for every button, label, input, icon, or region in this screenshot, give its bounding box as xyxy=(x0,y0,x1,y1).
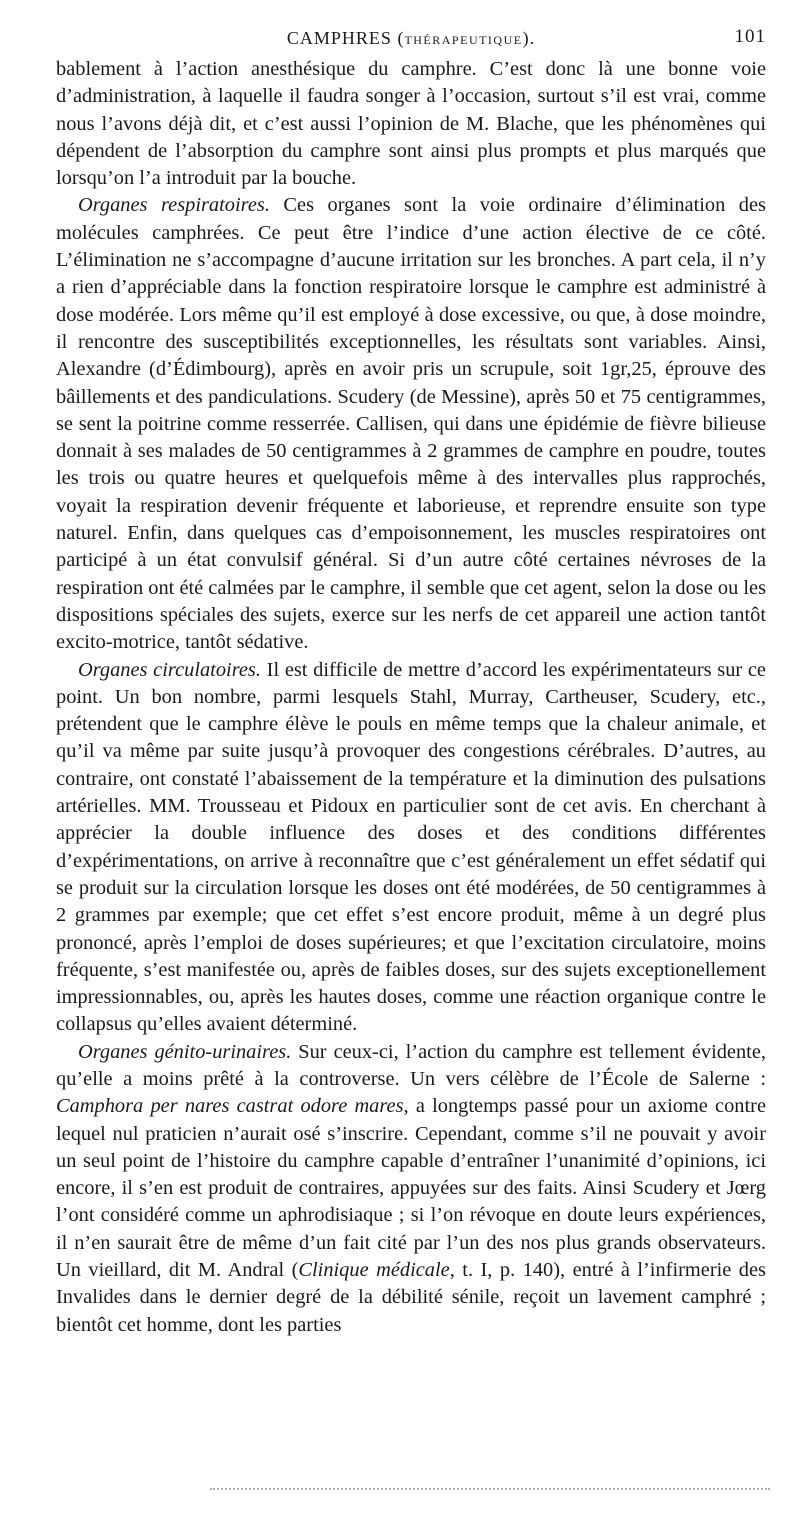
paragraph-text: , t. I, p. 140), entré à l’infirmerie des Invalides dans le dernier degré de la débilité sénile, reçoit un lavement camphré ; bientôt cet homme, dont les parties xyxy=(56,1259,766,1336)
section-lead-respiratory: Organes respiratoires. xyxy=(78,194,270,217)
running-title: CAMPHRES (THÉRAPEUTIQUE). xyxy=(286,28,536,48)
citation-title: Clinique médicale xyxy=(298,1259,450,1282)
body-text xyxy=(56,56,766,1339)
paragraph-text: Sur ceux-ci, l’action du camphre est tellement évidente, qu’elle a moins prêté à la controverse. Un vers célèbre de l’École de Salerne : xyxy=(56,1040,766,1090)
page-number: 101 xyxy=(734,26,766,47)
paragraph-respiratory-organs xyxy=(56,192,766,656)
paragraph-text: Il est difficile de mettre d’accord les expérimentateurs sur ce point. Un bon nombre, parmi lesquels Stahl, Murray, Cartheuser, Scudery, etc., prétendent que le camphre élève le pouls en même temps que la chaleur animale, et qu’il va même par suite jusqu’à provoquer des congestions cérébrales. D’autres, au contraire, ont constaté l’abaissement de la température et la diminution des pulsations artérielles. MM. Trousseau et Pidoux en particulier sont de cet avis. En cherchant à apprécier la double influence des doses et des conditions différentes d’expérimentations, on arrive à reconnaître que c’est généralement un effet sédatif qui se produit sur la circulation lorsque les doses ont été modérées, de 50 centigrammes à 2 grammes par exemple; que cet effet s’est encore produit, même à un degré plus prononcé, après l’emploi de doses supérieures; et que l’excitation circulatoire, moins fréquente, s’est manifestée ou, après de faibles doses, sur des sujets exceptionellement impressionnables, ou, après les hautes doses, comme une réaction organique contre le collapsus qu’elles avaient déterminé. xyxy=(56,658,766,1036)
running-title-sub: THÉRAPEUTIQUE xyxy=(404,33,523,47)
running-title-main: CAMPHRES xyxy=(286,28,392,48)
paragraph-text: Ces organes sont la voie ordinaire d’élimination des molécules camphrées. Ce peut être l’indice d’une action élective de ce côté. L’élimination ne s’accompagne d’aucune irritation sur les bronches. A part cela, il n’y a rien d’appréciable dans la fonction respiratoire lorsque le camphre est administré à dose modérée. Lors même qu’il est employé à dose excessive, ou que, à dose moindre, il rencontre des susceptibilités exceptionnelles, les résultats sont variables. Ainsi, Alexandre (d’Édimbourg), après en avoir pris un scrupule, soit 1gr,25, éprouve des bâillements et des pandiculations. Scudery (de Messine), après 50 et 75 centigrammes, se sent la poitrine comme resserrée. Callisen, qui dans une épidémie de fièvre bilieuse donnait à ses malades de 50 centigrammes à 2 grammes de camphre en poudre, toutes les trois ou quatre heures et quelquefois même à des intervalles plus rapprochés, voyait la respiration devenir fréquente et laborieuse, et reprendre ensuite son type naturel. Enfin, dans quelques cas d’empoisonnement, les muscles respiratoires ont participé à un état convulsif général. Si d’un autre côté certaines névroses de la respiration ont été calmées par le camphre, il semble que cet agent, selon la dose ou les dispositions spéciales des sujets, exerce sur les nerfs de cet appareil une action tantôt excito-motrice, tantôt sédative. xyxy=(56,194,767,654)
running-header xyxy=(56,22,766,56)
bottom-faded-line xyxy=(210,1488,770,1490)
section-lead-genito-urinary: Organes génito-urinaires. xyxy=(78,1040,292,1063)
paragraph-genito-urinary-organs xyxy=(56,1039,766,1339)
paragraph-continuation xyxy=(56,56,766,192)
paragraph-text: bablement à l’action anesthésique du camphre. C’est donc là une bonne voie d’administration, à laquelle il faudra songer à l’occasion, surtout s’il est vrai, comme nous l’avons déjà dit, et c’est aussi l’opinion de M. Blache, que les phénomènes qui dépendent de l’absorption du camphre sont ainsi plus prompts et plus marqués que lorsqu’on l’a introduit par la bouche. xyxy=(56,58,766,190)
latin-quote: Camphora per nares castrat odore mares xyxy=(56,1095,404,1118)
document-page xyxy=(56,22,766,1339)
paragraph-circulatory-organs xyxy=(56,657,766,1039)
paragraph-text: , a longtemps passé pour un axiome contre lequel nul praticien n’aurait osé s’inscrire. Cependant, comme s’il ne pouvait y avoir un seul point de l’histoire du camphre capable d’entraîner l’unanimité d’opinions, ici encore, il s’en est produit de contraires, appuyées sur des faits. Ainsi Scudery et Jœrg l’ont considéré comme un aphrodisiaque ; si l’on révoque en doute leurs expériences, il n’en saurait être de même d’un fait cité par l’un des nos plus grands observateurs. Un vieillard, dit M. Andral ( xyxy=(56,1095,766,1282)
section-lead-circulatory: Organes circulatoires. xyxy=(78,658,261,681)
